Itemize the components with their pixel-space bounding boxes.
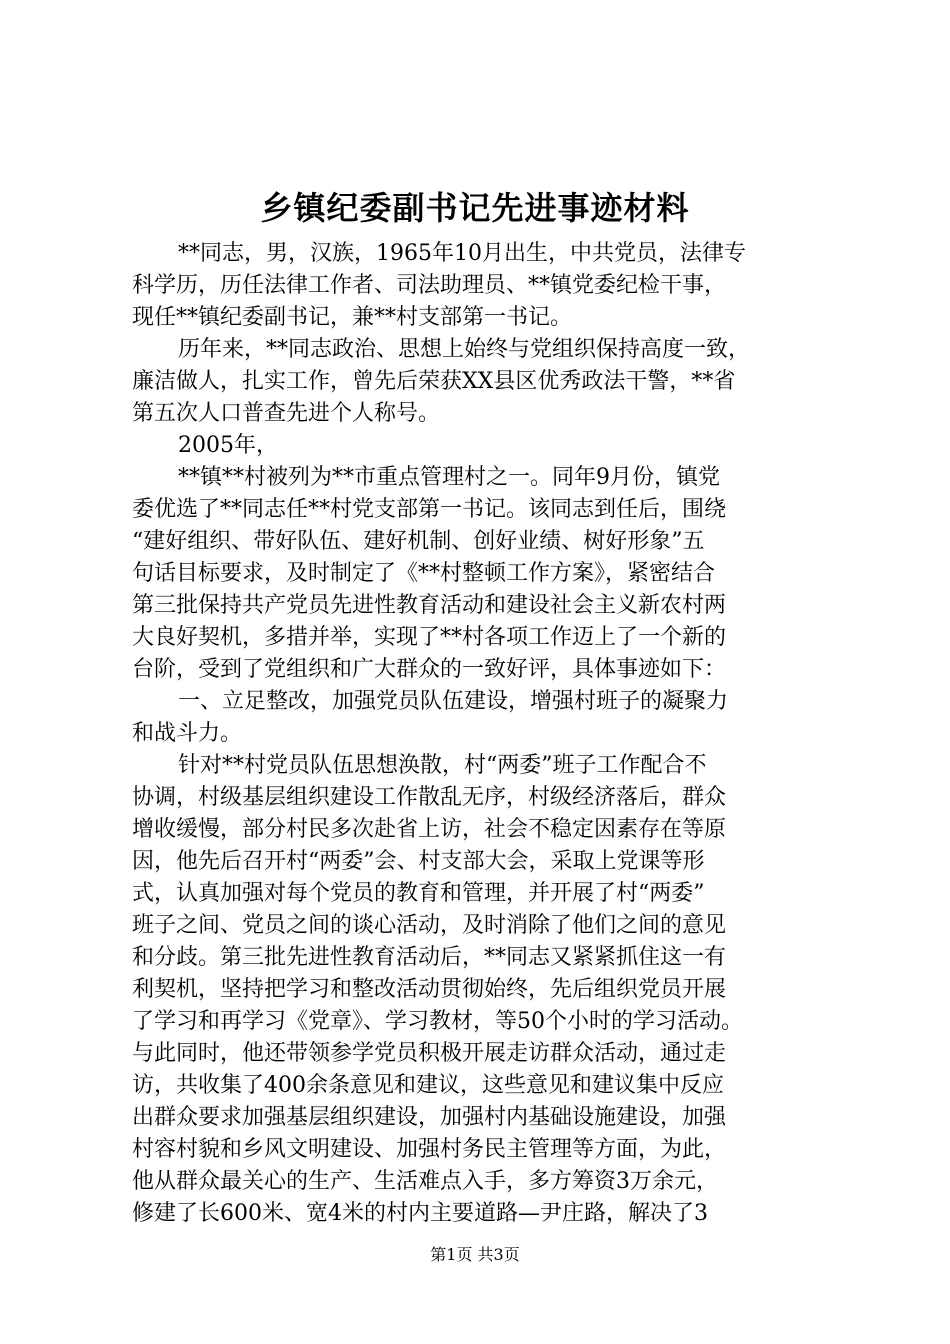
body-line: 历年来，**同志政治、思想上始终与党组织保持高度一致， [178, 337, 751, 362]
body-line: 现任**镇纪委副书记，兼**村支部第一书记。 [132, 305, 573, 330]
body-line: 协调，村级基层组织建设工作散乱无序，村级经济落后，群众 [132, 785, 727, 810]
body-line: **同志，男，汉族，1965年10月出生，中共党员，法律专 [178, 241, 746, 266]
body-line: 增收缓慢，部分村民多次赴省上访，社会不稳定因素存在等原 [132, 817, 727, 842]
section-heading: 一、立足整改，加强党员队伍建设，增强村班子的凝聚力 [178, 689, 729, 714]
page-number-footer: 第1页 共3页 [430, 1245, 520, 1264]
body-line: 2005年， [178, 433, 278, 458]
section-heading: 和战斗力。 [132, 721, 243, 746]
body-line: 和分歧。第三批先进性教育活动后，**同志又紧紧抓住这一有 [132, 945, 727, 970]
body-line: 因，他先后召开村“两委”会、村支部大会，采取上党课等形 [132, 849, 705, 874]
body-line: 出群众要求加强基层组织建设，加强村内基础设施建设，加强 [132, 1105, 727, 1130]
document-title: 乡镇纪委副书记先进事迹材料 [260, 189, 690, 227]
body-line: **镇**村被列为**市重点管理村之一。同年9月份，镇党 [178, 465, 720, 490]
document-body [132, 238, 832, 1230]
body-line: 班子之间、党员之间的谈心活动，及时消除了他们之间的意见 [132, 913, 727, 938]
body-line: 委优选了**同志任**村党支部第一书记。该同志到任后，围绕 [132, 497, 727, 522]
body-line: 廉洁做人，扎实工作，曾先后荣获XX县区优秀政法干警，**省 [132, 369, 736, 394]
body-line: 他从群众最关心的生产、生活难点入手，多方筹资3万余元， [132, 1169, 718, 1194]
body-line: 式，认真加强对每个党员的教育和管理，并开展了村“两委” [132, 881, 705, 906]
body-line: “建好组织、带好队伍、建好机制、创好业绩、树好形象”五 [132, 529, 705, 554]
body-line: 第五次人口普查先进个人称号。 [132, 401, 441, 426]
body-line: 与此同时，他还带领参学党员积极开展走访群众活动，通过走 [132, 1041, 727, 1066]
body-line: 科学历，历任法律工作者、司法助理员、**镇党委纪检干事， [132, 273, 727, 298]
body-line: 大良好契机，多措并举，实现了**村各项工作迈上了一个新的 [132, 625, 727, 650]
body-line: 利契机，坚持把学习和整改活动贯彻始终，先后组织党员开展 [132, 977, 727, 1002]
body-line: 台阶，受到了党组织和广大群众的一致好评，具体事迹如下： [132, 657, 727, 682]
body-line: 修建了长600米、宽4米的村内主要道路—尹庄路，解决了3 [132, 1201, 708, 1226]
body-line: 村容村貌和乡风文明建设、加强村务民主管理等方面，为此， [132, 1137, 727, 1162]
body-line: 针对**村党员队伍思想涣散，村“两委”班子工作配合不 [178, 753, 707, 778]
body-line: 了学习和再学习《党章》、学习教材，等50个小时的学习活动。 [132, 1009, 743, 1034]
body-line: 第三批保持共产党员先进性教育活动和建设社会主义新农村两 [132, 593, 727, 618]
body-line: 句话目标要求，及时制定了《**村整顿工作方案》，紧密结合 [132, 561, 716, 586]
body-line: 访，共收集了400余条意见和建议，这些意见和建议集中反应 [132, 1073, 724, 1098]
